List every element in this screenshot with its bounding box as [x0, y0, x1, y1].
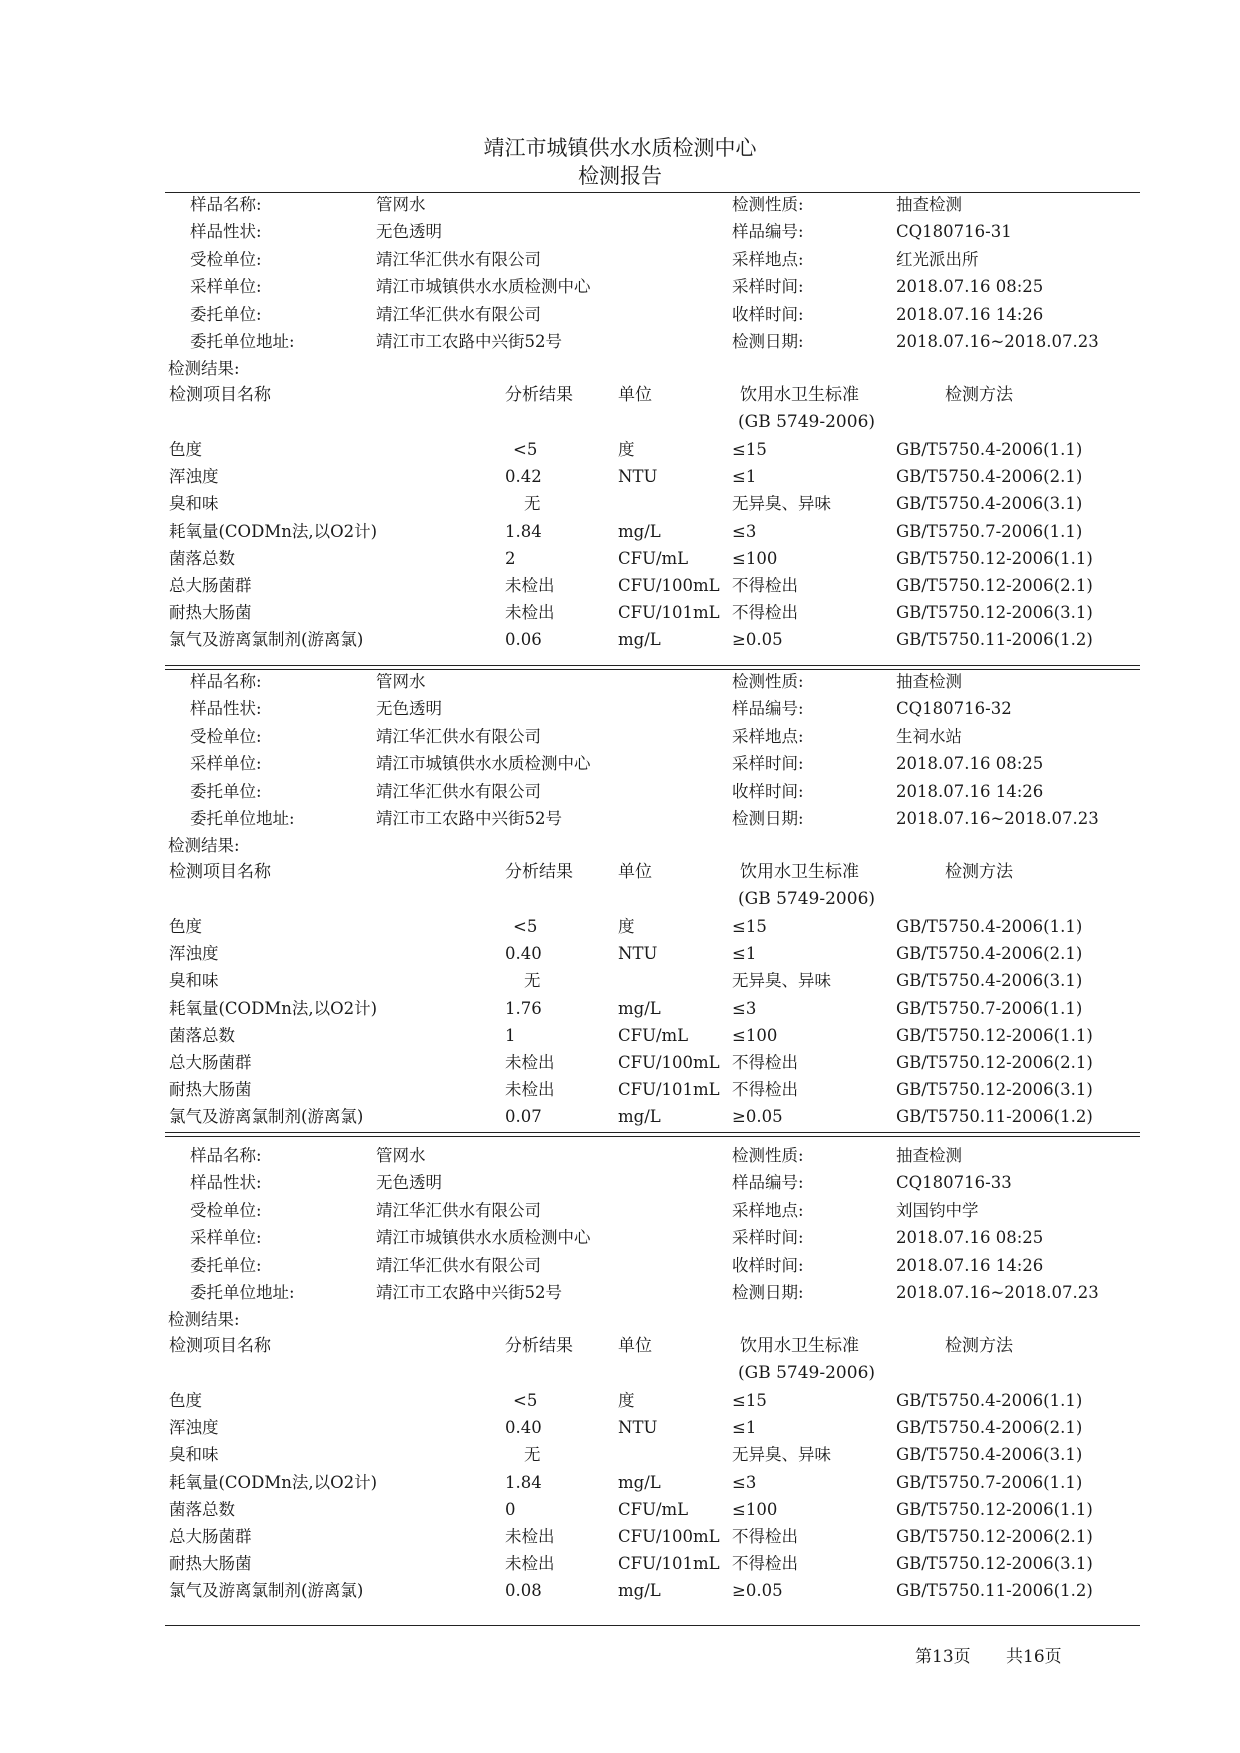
cell-standard: 不得检出 — [732, 576, 798, 595]
cell-standard: 不得检出 — [732, 1080, 798, 1100]
cell-method: GB/T5750.7-2006(1.1) — [896, 521, 1083, 541]
cell-standard: ≤1 — [732, 1418, 757, 1438]
value-test-nature: 抽查检测 — [896, 195, 962, 214]
cell-method: GB/T5750.7-2006(1.1) — [896, 1472, 1083, 1492]
header-result: 分析结果 — [505, 385, 573, 405]
cell-item-name: 浑浊度 — [169, 1418, 219, 1438]
cell-method: GB/T5750.4-2006(3.1) — [896, 1445, 1083, 1465]
label-client-address: 委托单位地址: — [190, 332, 295, 351]
label-sampling-place: 采样地点: — [732, 249, 804, 269]
header-item: 检测项目名称 — [169, 1336, 271, 1356]
value-sampling-unit: 靖江市城镇供水水质检测中心 — [376, 1228, 591, 1248]
header-item: 检测项目名称 — [169, 385, 271, 405]
value-sample-name: 管网水 — [376, 672, 426, 691]
cell-standard: 不得检出 — [732, 1053, 798, 1072]
cell-item-name: 耗氧量(CODMn法,以O2计) — [169, 1472, 378, 1492]
cell-unit: mg/L — [618, 1581, 661, 1601]
header-standard: 饮用水卫生标准 — [740, 385, 859, 405]
cell-result: 0.07 — [505, 1107, 542, 1127]
label-sample-state: 样品性状: — [190, 1173, 262, 1193]
sample-section — [0, 195, 1240, 675]
header-method: 检测方法 — [945, 862, 1013, 882]
cell-unit: CFU/101mL — [618, 1554, 720, 1574]
cell-result: 0.08 — [505, 1581, 542, 1601]
cell-method: GB/T5750.11-2006(1.2) — [896, 630, 1093, 650]
cell-method: GB/T5750.4-2006(3.1) — [896, 971, 1083, 991]
header-unit: 单位 — [618, 1336, 652, 1356]
cell-result: 1 — [505, 1025, 516, 1045]
cell-result: <5 — [513, 917, 538, 936]
label-sampling-place: 采样地点: — [732, 726, 804, 746]
cell-result: 0.42 — [505, 467, 542, 487]
value-inspected-unit: 靖江华汇供水有限公司 — [376, 249, 541, 269]
header-standard-sub: (GB 5749-2006) — [738, 889, 876, 909]
cell-unit: NTU — [618, 467, 658, 487]
cell-method: GB/T5750.4-2006(1.1) — [896, 1391, 1083, 1410]
report-title-org: 靖江市城镇供水水质检测中心 — [483, 136, 757, 160]
cell-standard: ≤100 — [732, 548, 778, 568]
cell-item-name: 菌落总数 — [169, 548, 235, 568]
cell-unit: 度 — [618, 440, 635, 459]
cell-standard: ≤3 — [732, 998, 757, 1018]
label-receive-time: 收样时间: — [732, 304, 804, 324]
label-test-nature: 检测性质: — [732, 1146, 804, 1165]
value-client-unit: 靖江华汇供水有限公司 — [376, 781, 541, 801]
cell-method: GB/T5750.11-2006(1.2) — [896, 1107, 1093, 1127]
cell-item-name: 总大肠菌群 — [169, 1053, 252, 1072]
cell-item-name: 耐热大肠菌 — [169, 1080, 252, 1100]
cell-result: 未检出 — [505, 603, 555, 623]
label-client-unit: 委托单位: — [190, 781, 262, 801]
cell-unit: NTU — [618, 944, 658, 964]
cell-method: GB/T5750.12-2006(2.1) — [896, 1527, 1093, 1546]
value-test-nature: 抽查检测 — [896, 1146, 962, 1165]
cell-item-name: 菌落总数 — [169, 1025, 235, 1045]
cell-item-name: 耐热大肠菌 — [169, 603, 252, 623]
value-sampling-time: 2018.07.16 08:25 — [896, 754, 1044, 774]
header-standard-sub: (GB 5749-2006) — [738, 1363, 876, 1383]
cell-result: 0 — [505, 1499, 516, 1519]
value-sample-no: CQ180716-33 — [896, 1173, 1012, 1193]
cell-method: GB/T5750.12-2006(2.1) — [896, 1053, 1093, 1072]
label-sample-no: 样品编号: — [732, 699, 804, 719]
label-test-date: 检测日期: — [732, 332, 804, 351]
cell-unit: CFU/100mL — [618, 1527, 720, 1546]
cell-result: 无 — [524, 494, 541, 514]
value-client-address: 靖江市工农路中兴街52号 — [376, 809, 562, 828]
cell-unit: CFU/mL — [618, 1499, 689, 1519]
label-client-unit: 委托单位: — [190, 304, 262, 324]
cell-item-name: 臭和味 — [169, 494, 219, 514]
cell-unit: CFU/100mL — [618, 1053, 720, 1072]
label-inspected-unit: 受检单位: — [190, 1200, 262, 1220]
cell-standard: ≤3 — [732, 521, 757, 541]
cell-result: 未检出 — [505, 1080, 555, 1100]
cell-method: GB/T5750.12-2006(1.1) — [896, 1499, 1093, 1519]
value-sample-state: 无色透明 — [376, 222, 442, 242]
cell-method: GB/T5750.4-2006(1.1) — [896, 440, 1083, 459]
cell-result: 未检出 — [505, 1554, 555, 1574]
cell-result: 1.76 — [505, 998, 542, 1018]
value-sample-name: 管网水 — [376, 195, 426, 214]
cell-item-name: 浑浊度 — [169, 944, 219, 964]
header-item: 检测项目名称 — [169, 862, 271, 882]
label-client-unit: 委托单位: — [190, 1255, 262, 1275]
label-sampling-unit: 采样单位: — [190, 277, 262, 297]
cell-standard: ≤1 — [732, 944, 757, 964]
cell-result: <5 — [513, 440, 538, 459]
cell-result: 无 — [524, 971, 541, 991]
cell-item-name: 耗氧量(CODMn法,以O2计) — [169, 998, 378, 1018]
value-test-nature: 抽查检测 — [896, 672, 962, 691]
label-sampling-place: 采样地点: — [732, 1200, 804, 1220]
cell-method: GB/T5750.4-2006(3.1) — [896, 494, 1083, 514]
cell-unit: mg/L — [618, 1107, 661, 1127]
label-sample-state: 样品性状: — [190, 222, 262, 242]
header-unit: 单位 — [618, 862, 652, 882]
cell-item-name: 色度 — [169, 440, 202, 459]
cell-item-name: 耗氧量(CODMn法,以O2计) — [169, 521, 378, 541]
results-label: 检测结果: — [168, 359, 240, 378]
cell-unit: NTU — [618, 1418, 658, 1438]
cell-standard: ≤100 — [732, 1499, 778, 1519]
value-test-date: 2018.07.16~2018.07.23 — [896, 1283, 1099, 1302]
label-sampling-time: 采样时间: — [732, 277, 804, 297]
label-sample-no: 样品编号: — [732, 1173, 804, 1193]
header-standard-sub: (GB 5749-2006) — [738, 412, 876, 432]
value-sampling-place: 生祠水站 — [896, 726, 962, 746]
cell-result: 2 — [505, 548, 516, 568]
cell-result: 未检出 — [505, 1053, 555, 1072]
label-receive-time: 收样时间: — [732, 1255, 804, 1275]
label-sample-name: 样品名称: — [190, 195, 262, 214]
cell-standard: ≥0.05 — [732, 630, 783, 650]
results-label: 检测结果: — [168, 1310, 240, 1329]
cell-item-name: 浑浊度 — [169, 467, 219, 487]
page-number: 第13页 — [915, 1647, 971, 1667]
cell-unit: mg/L — [618, 998, 661, 1018]
cell-standard: ≤15 — [732, 917, 767, 936]
header-method: 检测方法 — [945, 385, 1013, 405]
cell-standard: ≤15 — [732, 1391, 767, 1410]
cell-unit: mg/L — [618, 1472, 661, 1492]
value-receive-time: 2018.07.16 14:26 — [896, 781, 1044, 801]
cell-unit: CFU/101mL — [618, 603, 720, 623]
cell-standard: ≥0.05 — [732, 1107, 783, 1127]
value-receive-time: 2018.07.16 14:26 — [896, 304, 1044, 324]
label-sampling-time: 采样时间: — [732, 754, 804, 774]
value-test-date: 2018.07.16~2018.07.23 — [896, 809, 1099, 828]
cell-method: GB/T5750.4-2006(2.1) — [896, 944, 1083, 964]
cell-unit: CFU/mL — [618, 548, 689, 568]
cell-method: GB/T5750.12-2006(3.1) — [896, 1080, 1093, 1100]
cell-method: GB/T5750.12-2006(1.1) — [896, 1025, 1093, 1045]
cell-item-name: 总大肠菌群 — [169, 576, 252, 595]
header-method: 检测方法 — [945, 1336, 1013, 1356]
cell-unit: CFU/100mL — [618, 576, 720, 595]
cell-item-name: 耐热大肠菌 — [169, 1554, 252, 1574]
cell-item-name: 氯气及游离氯制剂(游离氯) — [169, 1581, 364, 1601]
cell-result: <5 — [513, 1391, 538, 1410]
value-sample-no: CQ180716-31 — [896, 222, 1012, 242]
label-inspected-unit: 受检单位: — [190, 726, 262, 746]
cell-unit: mg/L — [618, 630, 661, 650]
cell-result: 未检出 — [505, 576, 555, 595]
label-sampling-unit: 采样单位: — [190, 754, 262, 774]
page-total: 共16页 — [1006, 1647, 1062, 1667]
cell-method: GB/T5750.4-2006(2.1) — [896, 467, 1083, 487]
cell-standard: 不得检出 — [732, 603, 798, 623]
value-receive-time: 2018.07.16 14:26 — [896, 1255, 1044, 1275]
value-sampling-unit: 靖江市城镇供水水质检测中心 — [376, 754, 591, 774]
label-test-date: 检测日期: — [732, 809, 804, 828]
cell-item-name: 色度 — [169, 917, 202, 936]
label-receive-time: 收样时间: — [732, 781, 804, 801]
cell-method: GB/T5750.11-2006(1.2) — [896, 1581, 1093, 1601]
cell-method: GB/T5750.4-2006(1.1) — [896, 917, 1083, 936]
value-sampling-place: 红光派出所 — [896, 249, 979, 269]
label-sample-state: 样品性状: — [190, 699, 262, 719]
value-sampling-place: 刘国钧中学 — [896, 1200, 979, 1220]
cell-unit: mg/L — [618, 521, 661, 541]
value-sample-no: CQ180716-32 — [896, 699, 1012, 719]
cell-result: 0.06 — [505, 630, 542, 650]
cell-result: 1.84 — [505, 1472, 542, 1492]
label-inspected-unit: 受检单位: — [190, 249, 262, 269]
value-test-date: 2018.07.16~2018.07.23 — [896, 332, 1099, 351]
value-sample-state: 无色透明 — [376, 1173, 442, 1193]
cell-unit: CFU/mL — [618, 1025, 689, 1045]
cell-standard: 无异臭、异味 — [732, 494, 831, 514]
header-result: 分析结果 — [505, 862, 573, 882]
cell-unit: 度 — [618, 1391, 635, 1410]
label-sampling-unit: 采样单位: — [190, 1228, 262, 1248]
cell-result: 0.40 — [505, 1418, 542, 1438]
label-test-date: 检测日期: — [732, 1283, 804, 1302]
cell-method: GB/T5750.4-2006(2.1) — [896, 1418, 1083, 1438]
cell-item-name: 总大肠菌群 — [169, 1527, 252, 1546]
value-sampling-time: 2018.07.16 08:25 — [896, 1228, 1044, 1248]
value-sampling-time: 2018.07.16 08:25 — [896, 277, 1044, 297]
cell-standard: ≥0.05 — [732, 1581, 783, 1601]
cell-method: GB/T5750.12-2006(3.1) — [896, 1554, 1093, 1574]
cell-standard: 无异臭、异味 — [732, 971, 831, 991]
cell-item-name: 色度 — [169, 1391, 202, 1410]
value-client-address: 靖江市工农路中兴街52号 — [376, 1283, 562, 1302]
value-client-unit: 靖江华汇供水有限公司 — [376, 1255, 541, 1275]
value-inspected-unit: 靖江华汇供水有限公司 — [376, 1200, 541, 1220]
label-client-address: 委托单位地址: — [190, 809, 295, 828]
cell-standard: ≤15 — [732, 440, 767, 459]
sample-section — [0, 672, 1240, 1152]
value-sample-name: 管网水 — [376, 1146, 426, 1165]
cell-standard: 不得检出 — [732, 1527, 798, 1546]
cell-item-name: 氯气及游离氯制剂(游离氯) — [169, 1107, 364, 1127]
results-label: 检测结果: — [168, 836, 240, 855]
label-sample-name: 样品名称: — [190, 1146, 262, 1165]
cell-standard: ≤3 — [732, 1472, 757, 1492]
cell-result: 无 — [524, 1445, 541, 1465]
cell-standard: ≤1 — [732, 467, 757, 487]
cell-item-name: 臭和味 — [169, 1445, 219, 1465]
value-inspected-unit: 靖江华汇供水有限公司 — [376, 726, 541, 746]
header-unit: 单位 — [618, 385, 652, 405]
value-sample-state: 无色透明 — [376, 699, 442, 719]
label-test-nature: 检测性质: — [732, 195, 804, 214]
label-sampling-time: 采样时间: — [732, 1228, 804, 1248]
rule-top — [165, 192, 1140, 193]
cell-result: 未检出 — [505, 1527, 555, 1546]
header-standard: 饮用水卫生标准 — [740, 1336, 859, 1356]
label-sample-no: 样品编号: — [732, 222, 804, 242]
cell-method: GB/T5750.12-2006(2.1) — [896, 576, 1093, 595]
header-standard: 饮用水卫生标准 — [740, 862, 859, 882]
sample-section — [0, 1146, 1240, 1626]
cell-item-name: 氯气及游离氯制剂(游离氯) — [169, 630, 364, 650]
label-sample-name: 样品名称: — [190, 672, 262, 691]
cell-item-name: 菌落总数 — [169, 1499, 235, 1519]
report-title: 检测报告 — [578, 164, 662, 188]
header-result: 分析结果 — [505, 1336, 573, 1356]
cell-result: 0.40 — [505, 944, 542, 964]
cell-standard: 无异臭、异味 — [732, 1445, 831, 1465]
label-test-nature: 检测性质: — [732, 672, 804, 691]
cell-unit: 度 — [618, 917, 635, 936]
value-client-unit: 靖江华汇供水有限公司 — [376, 304, 541, 324]
cell-standard: ≤100 — [732, 1025, 778, 1045]
value-sampling-unit: 靖江市城镇供水水质检测中心 — [376, 277, 591, 297]
cell-unit: CFU/101mL — [618, 1080, 720, 1100]
cell-standard: 不得检出 — [732, 1554, 798, 1574]
cell-method: GB/T5750.7-2006(1.1) — [896, 998, 1083, 1018]
cell-method: GB/T5750.12-2006(3.1) — [896, 603, 1093, 623]
cell-method: GB/T5750.12-2006(1.1) — [896, 548, 1093, 568]
cell-result: 1.84 — [505, 521, 542, 541]
cell-item-name: 臭和味 — [169, 971, 219, 991]
label-client-address: 委托单位地址: — [190, 1283, 295, 1302]
value-client-address: 靖江市工农路中兴街52号 — [376, 332, 562, 351]
